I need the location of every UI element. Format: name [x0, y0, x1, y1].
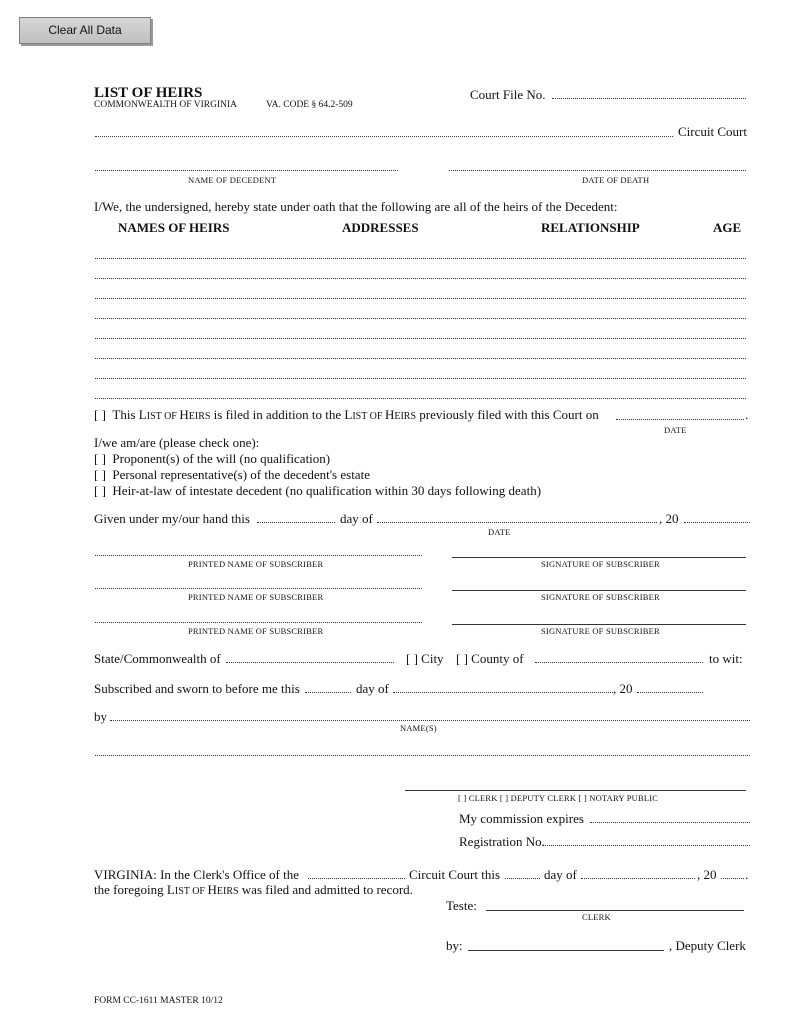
addition-statement: [ ] This LIST OF HEIRS is filed in addition to the LIST OF HEIRS previously filed with this Court on: [94, 407, 599, 422]
addition-checkbox[interactable]: [ ]: [94, 407, 106, 422]
decedent-name-field[interactable]: [95, 170, 398, 171]
heir-row[interactable]: [95, 318, 746, 319]
by-label: by: [94, 709, 107, 724]
given-year-prefix: , 20: [659, 511, 679, 526]
heir-row[interactable]: [95, 298, 746, 299]
proponent-checkbox[interactable]: [ ]: [94, 451, 106, 466]
deputy-signature-line[interactable]: [468, 950, 664, 951]
officer-signature-line[interactable]: [405, 790, 746, 791]
sworn-label: Subscribed and sworn to before me this: [94, 681, 300, 696]
clerk-year-prefix: , 20: [697, 867, 717, 882]
heir-row[interactable]: [95, 258, 746, 259]
signature-label: SIGNATURE OF SUBSCRIBER: [541, 626, 660, 636]
given-date-label: DATE: [488, 527, 511, 537]
circuit-court-field[interactable]: [95, 136, 673, 137]
heir-row[interactable]: [95, 338, 746, 339]
heir-row[interactable]: [95, 278, 746, 279]
signature-line-1[interactable]: [452, 557, 746, 558]
teste-label: Teste:: [446, 898, 477, 913]
commission-expires-label: My commission expires: [459, 811, 584, 826]
clerk-office-label: VIRGINIA: In the Clerk's Office of the: [94, 867, 299, 882]
col-names-of-heirs: NAMES OF HEIRS: [118, 220, 230, 235]
clerk-period: .: [745, 867, 749, 882]
addition-date-label: DATE: [664, 425, 687, 435]
printed-name-field-3[interactable]: [95, 622, 422, 623]
clerk-circuit-label: Circuit Court this: [409, 867, 500, 882]
clerk-circuit-field[interactable]: [308, 878, 405, 879]
sworn-year-prefix: , 20: [613, 681, 633, 696]
given-under-hand-label: Given under my/our hand this: [94, 511, 250, 526]
given-day-of-label: day of: [340, 511, 373, 526]
clerk-day-of-label: day of: [544, 867, 577, 882]
signature-line-3[interactable]: [452, 624, 746, 625]
form-title: LIST OF HEIRS: [94, 85, 203, 101]
clerk-day-field[interactable]: [505, 878, 540, 879]
sworn-names-field-2[interactable]: [95, 755, 750, 756]
status-option-representative: [ ] Personal representative(s) of the decedent's estate: [94, 467, 370, 482]
signature-label: SIGNATURE OF SUBSCRIBER: [541, 559, 660, 569]
oath-statement: I/We, the undersigned, hereby state under oath that the following are all of the heirs of the Decedent:: [94, 199, 618, 214]
officer-roles[interactable]: [ ] CLERK [ ] DEPUTY CLERK [ ] NOTARY PUBLIC: [458, 793, 659, 803]
circuit-court-label: Circuit Court: [678, 124, 747, 139]
col-relationship: RELATIONSHIP: [541, 220, 640, 235]
heir-row[interactable]: [95, 398, 746, 399]
city-option[interactable]: [ ] City: [406, 651, 444, 666]
clerk-month-field[interactable]: [581, 878, 695, 879]
sworn-day-field[interactable]: [305, 692, 351, 693]
col-age: AGE: [713, 220, 742, 235]
heir-row[interactable]: [95, 378, 746, 379]
to-wit-label: to wit:: [709, 651, 743, 666]
signature-line-2[interactable]: [452, 590, 746, 591]
representative-checkbox[interactable]: [ ]: [94, 467, 106, 482]
given-month-field[interactable]: [377, 522, 657, 523]
printed-name-label: PRINTED NAME OF SUBSCRIBER: [188, 592, 324, 602]
sworn-month-field[interactable]: [393, 692, 613, 693]
col-addresses: ADDRESSES: [342, 220, 419, 235]
signature-label: SIGNATURE OF SUBSCRIBER: [541, 592, 660, 602]
registration-label: Registration No.: [459, 834, 545, 849]
status-prompt: I/we am/are (please check one):: [94, 435, 260, 450]
printed-name-label: PRINTED NAME OF SUBSCRIBER: [188, 626, 324, 636]
printed-name-label: PRINTED NAME OF SUBSCRIBER: [188, 559, 324, 569]
teste-signature-line[interactable]: [486, 910, 744, 911]
names-label: NAME(S): [400, 723, 437, 733]
clerk-year-field[interactable]: [721, 878, 744, 879]
sworn-day-of-label: day of: [356, 681, 389, 696]
form-footer: FORM CC-1611 MASTER 10/12: [94, 996, 223, 1006]
previous-filing-date-field[interactable]: [616, 419, 744, 420]
deputy-clerk-label: , Deputy Clerk: [669, 938, 746, 953]
county-option[interactable]: [ ] County of: [456, 651, 524, 666]
decedent-name-label: NAME OF DECEDENT: [188, 175, 277, 185]
status-option-heir: [ ] Heir-at-law of intestate decedent (no qualification within 30 days following death): [94, 483, 542, 498]
form-subtitle: COMMONWEALTH OF VIRGINIA: [94, 100, 238, 110]
sworn-names-field[interactable]: [110, 720, 750, 721]
date-of-death-field[interactable]: [449, 170, 746, 171]
printed-name-field-2[interactable]: [95, 588, 422, 589]
court-file-number-field[interactable]: [552, 98, 746, 99]
given-year-field[interactable]: [684, 522, 750, 523]
printed-name-field-1[interactable]: [95, 555, 422, 556]
sworn-year-field[interactable]: [637, 692, 703, 693]
court-file-label: Court File No.: [470, 87, 546, 102]
given-day-field[interactable]: [257, 522, 335, 523]
heir-at-law-checkbox[interactable]: [ ]: [94, 483, 106, 498]
by-deputy-label: by:: [446, 938, 463, 953]
record-statement: the foregoing LIST OF HEIRS was filed and admitted to record.: [94, 882, 413, 897]
city-county-field[interactable]: [535, 662, 703, 663]
registration-field[interactable]: [542, 845, 750, 846]
state-field[interactable]: [226, 662, 394, 663]
heir-row[interactable]: [95, 358, 746, 359]
state-commonwealth-label: State/Commonwealth of: [94, 651, 221, 666]
va-code: VA. CODE § 64.2-509: [266, 100, 353, 110]
date-of-death-label: DATE OF DEATH: [582, 175, 650, 185]
status-option-proponent: [ ] Proponent(s) of the will (no qualification): [94, 451, 331, 466]
clerk-label: CLERK: [582, 912, 611, 922]
clear-all-data-button[interactable]: Clear All Data: [19, 17, 151, 44]
commission-expires-field[interactable]: [590, 822, 750, 823]
addition-period: .: [745, 407, 749, 422]
